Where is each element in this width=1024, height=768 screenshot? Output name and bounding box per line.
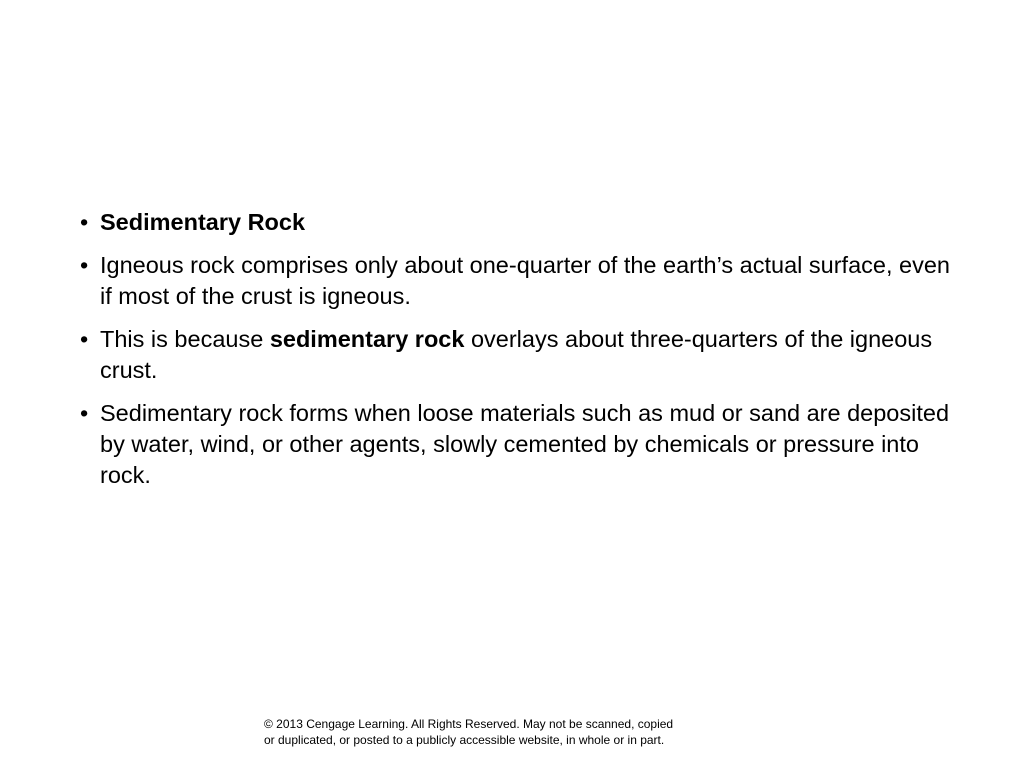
- bullet-text: Sedimentary rock forms when loose materials such as mud or sand are deposited by water, wind, or other agents, slowly cemented by chemicals or pressure into rock.: [100, 400, 950, 488]
- copyright-footer: [264, 716, 734, 748]
- bullet-marker: •: [80, 326, 89, 352]
- bullet-text-bold: sedimentary rock: [269, 326, 465, 352]
- bullet-text: Igneous rock comprises only about one-quarter of the earth’s actual surface, even if most of the crust is igneous.: [100, 252, 950, 309]
- bullet-text-after: overlays about three-quarters of the igneous crust.: [100, 326, 933, 383]
- copyright-line-2: or duplicated, or posted to a publicly accessible website, in whole or in part.: [264, 733, 665, 747]
- bullet-sedimentary-overlay: [80, 324, 950, 386]
- heading-text: Sedimentary Rock: [100, 209, 306, 235]
- bullet-list: [80, 207, 950, 503]
- bullet-marker: •: [80, 400, 89, 426]
- bullet-sedimentary-formation: [80, 398, 950, 491]
- bullet-igneous: [80, 250, 950, 312]
- bullet-text-before: This is because: [100, 326, 270, 352]
- copyright-line-1: © 2013 Cengage Learning. All Rights Reserved. May not be scanned, copied: [264, 717, 674, 731]
- bullet-marker: •: [80, 252, 89, 278]
- bullet-heading: [80, 207, 950, 238]
- bullet-marker: •: [80, 209, 89, 235]
